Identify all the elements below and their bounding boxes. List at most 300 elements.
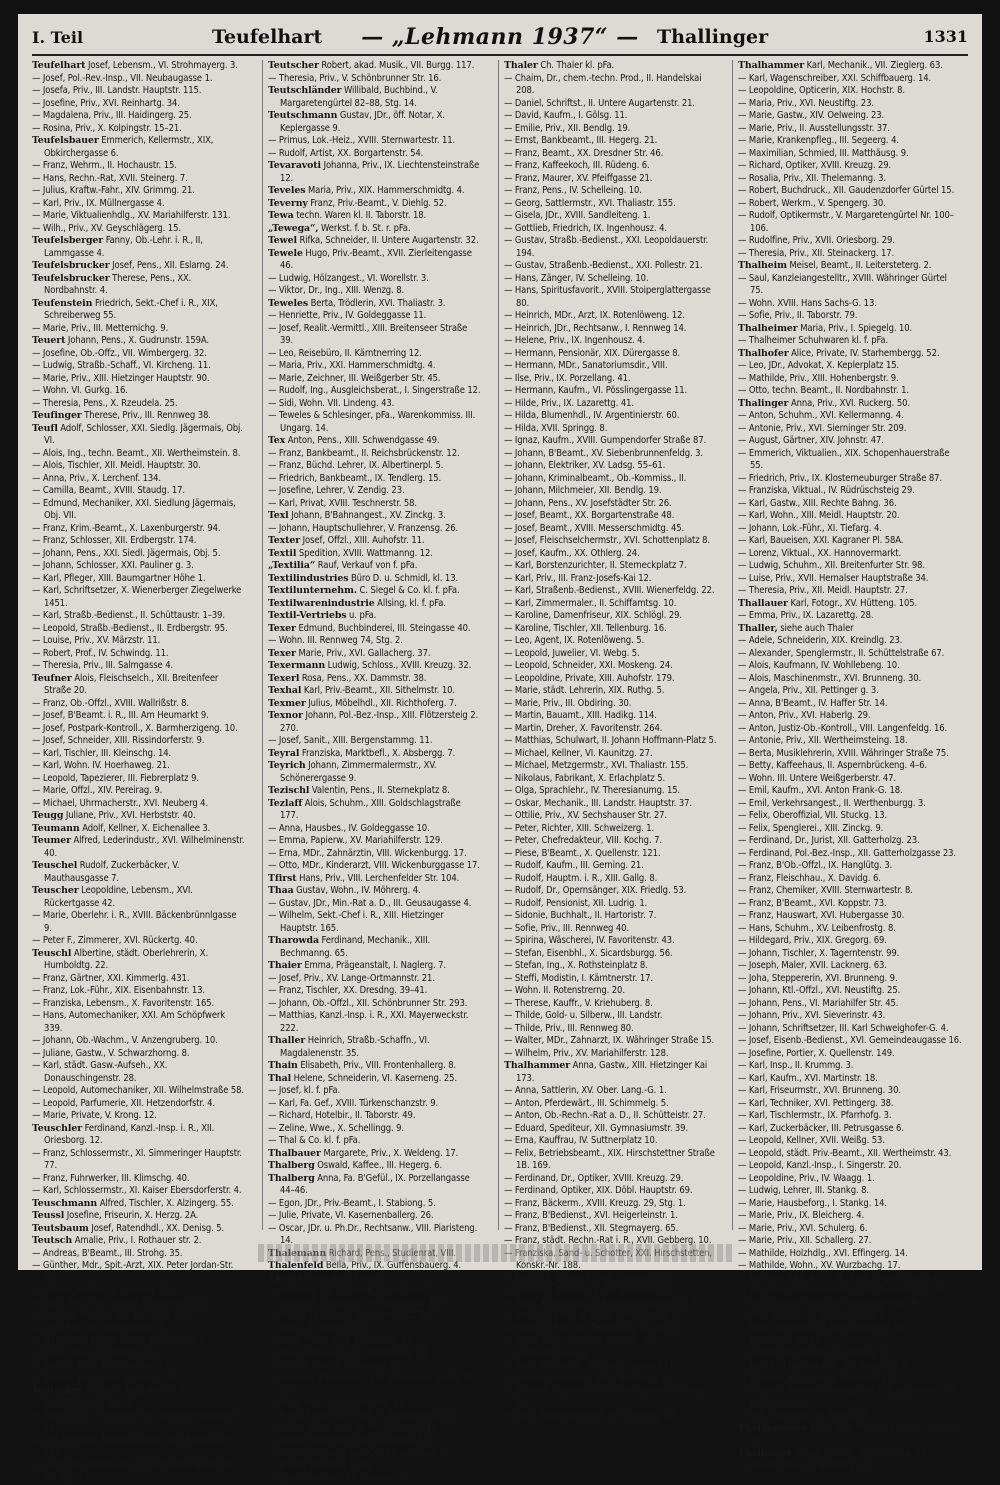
directory-entry [738, 910, 962, 923]
entry-surname: Thallinger [738, 1448, 792, 1459]
entry-surname: „Tewega“, [268, 223, 318, 234]
directory-entry [738, 760, 962, 773]
entry-details: — Ernst, Bankbeamt., III. Hegerg. 21. [504, 135, 657, 146]
entry-details: Therese, Priv., III. Rennweg 38. [84, 410, 211, 421]
entry-details: — Oskar, Mechanik., III. Landstr. Hauptstr. 37. [504, 798, 692, 809]
directory-entry [268, 585, 481, 598]
directory-entry [504, 910, 717, 923]
entry-details: — Johann, Pens., XV. Josefstädter Str. 26. [504, 498, 672, 509]
directory-entry [32, 973, 245, 986]
directory-entry [738, 985, 962, 998]
entry-details: Allsing, kl. f. pFa. [377, 598, 446, 609]
directory-entry [268, 1210, 481, 1223]
entry-surname: Thaler [504, 60, 538, 71]
entry-details: C. Siegel & Co. kl. f. pFa. [360, 585, 460, 596]
entry-surname: Thalberg [268, 1160, 315, 1171]
entry-surname: Teuert [32, 335, 65, 346]
entry-details: — Pauline, Priv., III. Reisnerstr. 18. [32, 1360, 171, 1371]
directory-entry [32, 398, 245, 411]
entry-details: Alfred, Tischler, X. Alzingerg. 55. [100, 1198, 234, 1209]
entry-details: Leopoldine, Lebensm., XVI. Rückertgasse 42. [44, 885, 193, 909]
directory-entry [504, 1123, 717, 1136]
directory-entry [32, 735, 245, 748]
directory-entry [268, 1060, 481, 1073]
entry-details: — Betty, Kaffeehaus, II. Aspernbrückeng. 4–6. [738, 760, 927, 771]
entry-details: — Abraham, Ch., Chemik., II. Im Werd 7. [268, 1285, 434, 1296]
directory-entry [504, 985, 717, 998]
directory-entry [32, 160, 245, 173]
directory-entry [32, 185, 245, 198]
directory-entry [504, 423, 717, 436]
entry-details: — Wenzel, Kapuziner, III. Hetzg. 26. [32, 1373, 179, 1384]
directory-entry [504, 635, 717, 648]
directory-entry [738, 1448, 962, 1461]
entry-surname: Teuschl [32, 948, 71, 959]
entry-details: — Karl, Straßb.-Bedienst., II. Schüttaustr. 1–39. [32, 610, 225, 621]
entry-details: Anna, Fa. B'Gefül., IX. Porzellangasse 44–46. [280, 1173, 470, 1197]
entry-surname: Tex [268, 435, 285, 446]
entry-surname: Thalbauer [268, 1148, 321, 1159]
entry-details: — Thilde, Gold- u. Silberw., III. Landstr. [504, 1010, 662, 1021]
entry-surname: Teuschel [32, 860, 77, 871]
directory-entry [504, 798, 717, 811]
entry-details: — Ignaz, Kaufm., XVIII. Gumpendorfer Straße 87. [504, 435, 706, 446]
entry-details: — Franz, Gärtner, XXI. Kimmerlg. 431. [32, 973, 189, 984]
directory-entry [268, 785, 481, 798]
directory-entry [268, 1335, 481, 1348]
entry-details: — Willi, Kommiss., XI. Pohlg. 13. [738, 1410, 870, 1421]
entry-details: — Anna, B'Beamt., IV. Haffer Str. 14. [738, 698, 887, 709]
entry-surname: Textil-Vertriebs [268, 610, 346, 621]
directory-entry [504, 460, 717, 473]
entry-details: — Josef, Priv., XIX. Gustav Tschermakg. 28. [32, 1298, 208, 1309]
directory-entry [738, 1135, 962, 1148]
directory-entry [32, 335, 245, 348]
entry-details: — Anton, Schuhm., XVI. Kellermanng. 4. [738, 410, 904, 421]
directory-entry [504, 273, 717, 286]
directory-entry [504, 98, 717, 111]
directory-entry [738, 1010, 962, 1023]
directory-entry [504, 1210, 717, 1223]
entry-details: — Emil, Verkehrsangest., II. Werthenburgg. 3. [738, 798, 926, 809]
directory-entry [504, 60, 717, 73]
entry-details: — Leopold, Parfumerie, XII. Hetzendorfstr. 4. [32, 1098, 215, 1109]
entry-details: — Friedrich, B'Beamt., XVI. Thaliastr. 10. [504, 1273, 670, 1284]
directory-entry [268, 435, 481, 448]
entry-details: — Rudolf, Pensionist, XII. Ludrig. 1. [504, 898, 647, 909]
entry-details: — Franz, Büchd. Lehrer, IX. Albertinerpl. 5. [268, 460, 443, 471]
directory-entry [32, 373, 245, 386]
entry-details: — Angela, Priv., XII. Pettinger g. 3. [738, 685, 879, 696]
directory-entry [738, 423, 962, 436]
entry-details: Adolf, Kellner, X. Eichenallee 3. [82, 823, 210, 834]
entry-surname: Thallauer [738, 598, 788, 609]
entry-details: — Michael, Metzgermstr., XVI. Thaliastr. 155. [504, 760, 688, 771]
entry-details: — Franz, Maurer, XV. Pfeiffgasse 21. [504, 173, 652, 184]
entry-details: — Otto, Gastw., XVIII. Joh.-Nep.-Vogl-Platz 4. [738, 1298, 919, 1309]
directory-entry [738, 835, 962, 848]
entry-details: — Leopold, städt. Priv.-Beamt., XII. Wertheimstr. 43. [738, 1148, 951, 1159]
column-divider [262, 60, 263, 1230]
directory-entry [504, 1323, 717, 1336]
directory-entry [268, 635, 481, 648]
directory-entry [32, 1123, 245, 1148]
entry-surname: Texmer [268, 698, 306, 709]
entry-surname: Textilwarenindustrie [268, 598, 375, 609]
directory-entry [32, 1235, 245, 1248]
directory-entry [738, 560, 962, 573]
directory-entry [268, 1398, 481, 1411]
directory-entry [504, 898, 717, 911]
directory-entry [504, 198, 717, 211]
entry-details: — Georg, Sattlermstr., XVI. Thaliastr. 155. [504, 198, 676, 209]
entry-surname: Thaller [268, 1035, 305, 1046]
directory-entry [504, 310, 717, 323]
directory-entry [32, 548, 245, 561]
entry-details: Margarete, Priv., X. Weldeng. 17. [323, 1148, 458, 1159]
entry-details: Josef, Offzl., XIII. Auhofstr. 11. [303, 535, 425, 546]
directory-entry [738, 510, 962, 523]
entry-details: Alfred, Vertret., XI. Herbortg. 29. [794, 1448, 928, 1459]
entry-details: — Johann, Priv., XVI. Sieverinstr. 43. [738, 1010, 885, 1021]
entry-details: — Rudolf, Ing., Ausgleichsberat., I. Singerstraße 12. [268, 385, 480, 396]
entry-details: — Josefa, Priv., III. Landstr. Hauptstr. 115. [32, 85, 201, 96]
entry-details: — Rudolf, Pol.-Wachm., III. Münzg. 9. [738, 1348, 888, 1359]
directory-entry [504, 1185, 717, 1198]
directory-entry [32, 835, 245, 860]
entry-details: — Rosina, Priv., X. Kolpingstr. 15–21. [32, 123, 182, 134]
directory-entry [504, 835, 717, 848]
entry-details: Josef, Pens., XII. Eslarng. 24. [112, 260, 228, 271]
entry-surname: Teutsch [32, 1235, 72, 1246]
entry-details: — Michael, Kellner, VI. Kaunitzg. 27. [504, 748, 652, 759]
entry-details: Gustav, Wohn., IV. Möhrerg. 4. [296, 885, 420, 896]
entry-details: — Joha, Steppererin, XVI. Brunneng. 9. [738, 973, 898, 984]
entry-details: — Leopold, Kanzl.-Insp., I. Singerstr. 20. [738, 1160, 901, 1171]
entry-details: — Alois, Ing., techn. Beamt., XII. Wertheimstein. 8. [32, 448, 240, 459]
entry-details: — Walter, MDr., Zahnarzt, IX. Währinger Straße 15. [504, 1035, 714, 1046]
entry-details: — Gottlieb, Friedrich, IX. Ingenhousz. 4. [504, 223, 667, 234]
header-rule [32, 54, 968, 56]
entry-details: Hans, Priv., VIII. Lerchenfelder Str. 104. [299, 873, 459, 884]
entry-details: — Karl, Insp., II. Krummg. 3. [738, 1060, 853, 1071]
directory-entry [32, 1060, 245, 1085]
directory-title: — „Lehmann 1937“ — [32, 24, 968, 50]
directory-entry [32, 810, 245, 823]
directory-entry [738, 273, 962, 298]
entry-details: — Marie, Gastw., XIV. Oelweing. 23. [738, 110, 884, 121]
directory-entry [738, 1035, 962, 1048]
entry-details: — Rudolf, Hauptm. i. R., XIII. Gallg. 8. [504, 873, 657, 884]
entry-details: — Johann, Pens., XXI. Siedl. Jägermais, Obj. 5. [32, 548, 220, 559]
entry-details: — Peter, Chefredakteur, VIII. Kochg. 7. [504, 835, 662, 846]
entry-details: — Anna, Priv., X. Lerchenf. 134. [32, 473, 161, 484]
entry-details: Ferdinand, Mechanik., XIII. Bechmanng. 65. [280, 935, 430, 959]
entry-details: — Peter, Richter, XIII. Schweizerg. 1. [504, 823, 654, 834]
directory-entry [738, 1360, 962, 1373]
entry-details: — Robert, Werkm., V. Spengerg. 30. [738, 198, 886, 209]
directory-entry [738, 298, 962, 311]
entry-details: — Marie, Offzl., XIV. Pereirag. 9. [32, 785, 162, 796]
entry-details: — Karoline, Damenfriseur, XIX. Schlögl. 29. [504, 610, 682, 621]
entry-details: — Karl, Priv., IX. Müllnergasse 4. [32, 198, 164, 209]
directory-entry [268, 148, 481, 161]
entry-details: — Leopold, Automechaniker, XII. Wilhelmstraße 58. [32, 1085, 244, 1096]
entry-surname: Textil [268, 548, 296, 559]
directory-entry [32, 173, 245, 186]
entry-details: — Robert, Buchdruck., XII. Gaudenzdorfer Gürtel 15. [738, 185, 954, 196]
entry-details: — Ferdinand, Optiker, XIX. Döbl. Hauptstr. 69. [504, 1185, 693, 1196]
directory-entry [738, 598, 962, 611]
entry-details: — Rudolf, B'Bahnbeamt., XV. Gallainstr. 9. [738, 1360, 911, 1371]
entry-details: — Johann, Kaufm., V. Garteng. 18. [32, 1285, 172, 1296]
directory-entry [268, 673, 481, 686]
directory-entry [738, 123, 962, 136]
directory-entry [32, 1185, 245, 1198]
entry-details: — Anton, Pferdewärt., III. Schimmelg. 5. [504, 1098, 669, 1109]
column-divider [732, 60, 733, 1230]
entry-details: — Emil, Kaufm., XVI. Anton Frank-G. 18. [738, 785, 903, 796]
entry-details: — Marie, Krankenpfleg., III. Segeerg. 4. [738, 135, 899, 146]
entry-details: — Zeline, Wwe., X. Schellingg. 9. [268, 1123, 404, 1134]
entry-details: — Ferdinand, Dr., Optiker, XVIII. Kreuzg. 29. [504, 1173, 683, 1184]
directory-entry [32, 1048, 245, 1061]
entry-surname: Tewa [268, 210, 294, 221]
entry-details: — Marie, Hausbeforg., I. Stankg. 14. [738, 1198, 887, 1209]
directory-entry [738, 1348, 962, 1361]
directory-entry [738, 860, 962, 873]
directory-entry [738, 1285, 962, 1298]
entry-details: — Franz, Pens., IV. Schelleing. 10. [504, 185, 642, 196]
directory-entry [738, 735, 962, 748]
entry-details: — Ludwig, Hölzangest., VI. Worellstr. 3. [268, 273, 429, 284]
directory-entry [738, 185, 962, 198]
directory-entry [738, 1323, 962, 1348]
directory-entry [32, 648, 245, 661]
directory-entry [268, 398, 481, 411]
directory-entry [268, 285, 481, 298]
entry-details: Heinrich, Straßb.-Schaffn., VI. Magdalenenstr. 35. [280, 1035, 430, 1059]
directory-entry [738, 1023, 962, 1036]
entry-details: — Wohn. II. Rotenstrerng. 20. [504, 985, 625, 996]
entry-details: — Otto, Beamt., IX. Kinderspitalg. 4. [738, 1310, 887, 1321]
directory-entry [738, 898, 962, 911]
directory-entry [504, 1060, 717, 1085]
directory-entry [504, 373, 717, 386]
directory-entry [504, 973, 717, 986]
directory-entry [738, 585, 962, 598]
directory-entry [738, 848, 962, 861]
entry-details: — Leo, Agent, IX. Rotenlöweng. 5. [504, 635, 644, 646]
directory-entry [268, 973, 481, 986]
directory-entry [268, 1148, 481, 1161]
entry-details: — Franz, Bankbeamt., II. Reichsbrückenstr. 12. [268, 448, 460, 459]
directory-entry [738, 660, 962, 673]
directory-entry [738, 523, 962, 536]
directory-entry [32, 498, 245, 523]
directory-entry [504, 1135, 717, 1148]
entry-details: Adolf, Schlosser, XXI. Siedlg. Jägermais, Obj. VI. [44, 423, 243, 447]
entry-details: — Anna, Telegr.-Ob.-Offzl., V. Ziegelofeng. 21. [268, 1410, 456, 1421]
directory-entry [268, 548, 481, 561]
entry-details: Anna, Priv., XVI. Ruckerg. 50. [791, 398, 910, 409]
entry-details: — Karl, Gastw., XIII. Rechte Bahng. 36. [738, 498, 897, 509]
entry-details: — Karl, Tischlermstr., IX. Pfarrhofg. 3. [738, 1110, 891, 1121]
entry-details: — Nikolaus, Fabrikant, X. Erlachplatz 5. [504, 773, 665, 784]
entry-surname: Teyrich [268, 760, 306, 771]
directory-entry [32, 535, 245, 548]
entry-details: — Theobor, Kutscher, X. Bernhardtg. 5. [738, 1373, 900, 1384]
entry-details: Anton, Pens., XIII. Schwendgasse 49. [288, 435, 440, 446]
directory-entry [268, 935, 481, 960]
entry-details: — Ludwig, Straßb.-Schaff., VI. Kircheng. 11. [32, 360, 211, 371]
entry-surname: Thalemann [268, 1248, 326, 1259]
directory-entry [738, 473, 962, 486]
entry-details: — Mathilde, Min.-Abt. i. R., XVIII. Jörgerstraße 49. [738, 1273, 939, 1284]
directory-entry [504, 948, 717, 961]
directory-entry [268, 1310, 481, 1323]
entry-surname: Teutschländer [268, 85, 341, 96]
directory-entry [504, 223, 717, 236]
entry-details: — sen. Heinrich, Musikschulinh., VIII. Burggasse 117. [32, 1435, 229, 1459]
directory-entry [738, 1410, 962, 1423]
entry-details: — Piese, B'Beamt., X. Quellenstr. 121. [504, 848, 660, 859]
entry-surname: Thalinger [738, 398, 788, 409]
directory-entry [738, 235, 962, 248]
directory-entry [32, 885, 245, 910]
entry-details: — Eduard, Spediteur, XII. Gymnasiumstr. 39. [504, 1123, 688, 1134]
entry-details: — Alois, Pens., XVIII. Basteiweg. 77. [268, 1335, 415, 1346]
directory-entry [32, 1435, 245, 1460]
entry-surname: Texter [268, 535, 300, 546]
entry-details: — Egon, JDr., Priv.-Beamt., I. Stabiong. 5. [268, 1198, 436, 1209]
entry-details: — Marie, Zeichner, III. Weißgerber Str. 45. [268, 373, 440, 384]
entry-details: Rifka, Schneider, II. Untere Augartenstr. 32. [300, 235, 479, 246]
entry-details: — Josef, Pol.-Rev.-Insp., VII. Neubaugasse 1. [32, 73, 212, 84]
directory-entry [738, 573, 962, 586]
directory-entry [268, 985, 481, 998]
entry-details: — Spirina, Wäscherei, IV. Favoritenstr. 43. [504, 935, 675, 946]
entry-details: Ludwig, Schloss., XVIII. Kreuzg. 32. [328, 660, 471, 671]
directory-entry [504, 1110, 717, 1123]
directory-entry [738, 723, 962, 736]
entry-details: Johann, Zimmermalermstr., XV. Schönerergasse 9. [280, 760, 436, 784]
directory-entry [738, 610, 962, 623]
entry-details: — Günther, Mdr., Spit.-Arzt, XIX. Peter Jordan-Str. 82. [32, 1260, 233, 1284]
directory-entry [32, 1148, 245, 1173]
directory-entry [738, 1235, 962, 1248]
entry-details: — Felix, Betriebsbeamt., XIX. Hirschstettner Straße 1B. 169. [504, 1148, 715, 1172]
directory-entry [504, 860, 717, 873]
entry-details: — Johann, Ob.-Wachm., V. Anzengruberg. 10. [32, 1035, 218, 1046]
entry-details: — Helene, Priv., IX. Ingenhousz. 4. [504, 335, 645, 346]
entry-surname: Thalhofer [738, 348, 789, 359]
entry-surname: Teumer [32, 835, 71, 846]
entry-details: — Franz, Krim.-Beamt., X. Laxenburgerstr. 94. [32, 523, 221, 534]
directory-entry [738, 973, 962, 986]
entry-surname: Teufelhart [32, 60, 85, 71]
directory-entry [738, 1248, 962, 1261]
directory-entry [504, 1023, 717, 1036]
entry-details: — Antonie, Priv., XVI. Sierninger Str. 209. [738, 423, 906, 434]
directory-entry [268, 1098, 481, 1111]
directory-entry [504, 335, 717, 348]
directory-entry [268, 298, 481, 311]
directory-entry [268, 185, 481, 198]
entry-surname: Texl [268, 510, 289, 521]
entry-details: — Marie, Priv., III. Obdiring. 30. [504, 698, 631, 709]
entry-details: Ch. Thaler kl. pFa. [540, 60, 614, 71]
directory-entry [504, 323, 717, 336]
entry-details: — Brüder Thaler kl. f. pFa. [268, 1460, 374, 1471]
directory-entry [504, 385, 717, 398]
entry-details: Rudolf, Zuckerbäcker, V. Mauthausgasse 7. [44, 860, 179, 884]
entry-details: — Friedrich, Wachm., X. Tur Simmerin 21. [504, 1285, 675, 1296]
entry-details: — Hermann, Kaufm., VI. Pösslingergasse 11. [504, 385, 687, 396]
entry-details: — Johann, Schriftsetzer, III. Karl Schweighofer-G. 4. [738, 1023, 948, 1034]
entry-details: — Ferdinand, Dr., Jurist, XII. Gatterholzg. 23. [738, 835, 920, 846]
entry-details: — Ottilie, Priv., XV. Sechshauser Str. 27. [504, 810, 667, 821]
entry-details: — Laurenz, Maurer, XVI. Habicherg. 23. [32, 1310, 194, 1321]
entry-surname: Teweles [268, 298, 308, 309]
directory-entry [32, 298, 245, 323]
column-1 [32, 60, 245, 1230]
directory-entry [32, 1260, 245, 1285]
directory-entry [32, 1410, 245, 1435]
directory-entry [268, 623, 481, 636]
directory-entry [504, 823, 717, 836]
directory-entry [268, 698, 481, 711]
entry-details: techn. Waren kl. II. Taborstr. 18. [296, 210, 426, 221]
entry-details: — Martin, Dreher, X. Favoritenstr. 264. [504, 723, 662, 734]
entry-details: — Steffi, Modistin, I. Kärntnerstr. 17. [504, 973, 653, 984]
entry-details: — Karl, Straßenb.-Bedienst., XVIII. Wienerfeldg. 22. [504, 585, 714, 596]
entry-details: Alois, Schuhm., XIII. Goldschlagstraße 177. [280, 798, 461, 822]
directory-entry [268, 1360, 481, 1373]
directory-entry [738, 1298, 962, 1311]
directory-entry [504, 485, 717, 498]
entry-details: — Marie, Private, V. Krong. 12. [32, 1110, 157, 1121]
entry-details: — Anna, Sattlerin, XV. Ober. Lang.-G. 1. [504, 1085, 667, 1096]
entry-details: — Gisela, JDr., XVIII. Sandleiteng. 1. [504, 210, 650, 221]
directory-entry [738, 385, 962, 398]
directory-entry [32, 573, 245, 586]
entry-details: — Friedrich, Bankbeamt., IX. Tendlerg. 15. [268, 473, 441, 484]
directory-entry [32, 260, 245, 273]
directory-entry [32, 1210, 245, 1223]
entry-details: — Therese, Kauffr., V. Kriehuberg. 8. [504, 998, 653, 1009]
entry-details: Emma, Prägeanstalt, I. Naglerg. 7. [304, 960, 446, 971]
entry-details: — Franziska, Lebensm., X. Favoritenstr. 165. [32, 998, 214, 1009]
entry-details: Juliane, Priv., XVI. Herbststr. 40. [66, 810, 196, 821]
entry-details: — Viktor, Dr., Ing., XIII. Wenzg. 8. [268, 285, 404, 296]
entry-details: — Franz, Hauswart, XVI. Hubergasse 30. [738, 910, 904, 921]
directory-entry [504, 1285, 717, 1298]
directory-entry [32, 423, 245, 448]
entry-details: — Karl, Techniker, XVI. Pettingerg. 38. [738, 1098, 894, 1109]
directory-entry [32, 273, 245, 298]
directory-entry [738, 773, 962, 786]
entry-surname: „Textilia“ [268, 560, 315, 571]
entry-details: — Carl, Lebensm., XV. Geibelg. 24. [268, 1473, 411, 1484]
directory-entry [268, 1348, 481, 1361]
directory-entry [268, 873, 481, 886]
entry-surname: Teufelsbrucker [32, 273, 110, 284]
entry-details: — Richard, Optiker, XVIII. Kreuzg. 29. [738, 160, 891, 171]
directory-entry [504, 923, 717, 936]
directory-entry [268, 210, 481, 223]
entry-details: — Mathilde, Holzhdlg., XVI. Effingerg. 14. [738, 1248, 908, 1259]
